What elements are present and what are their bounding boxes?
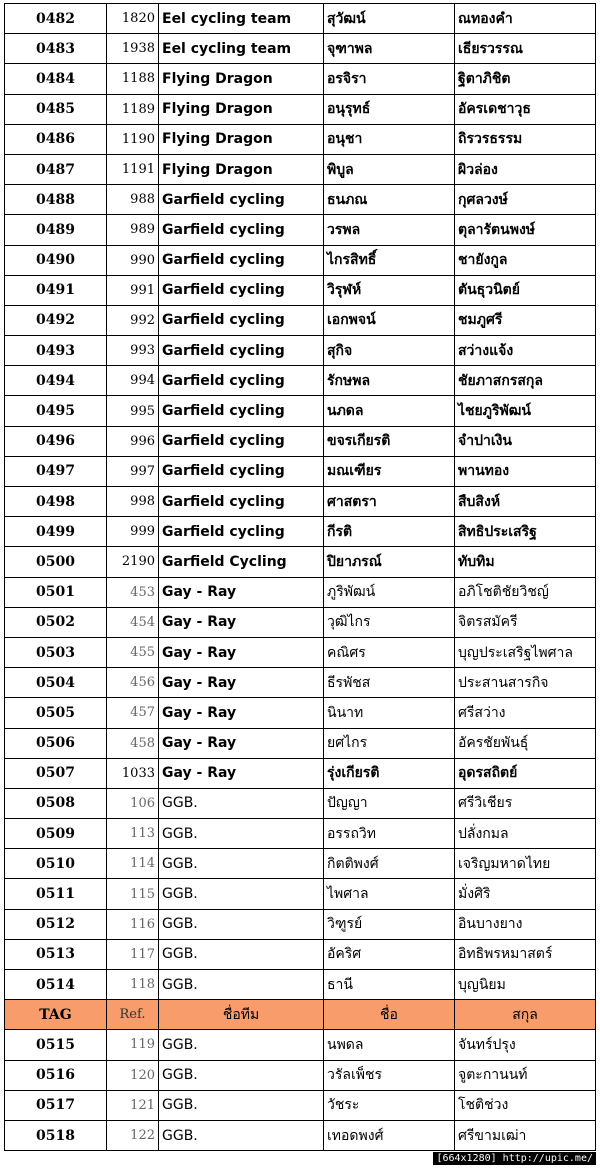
table-row — [5, 849, 596, 879]
table-row — [5, 64, 596, 94]
cell-tag: 0513 — [5, 939, 107, 969]
cell-team: Garfield cycling — [159, 336, 324, 366]
cell-name: สุกิจ — [324, 336, 455, 366]
table-row — [5, 698, 596, 728]
cell-tag: 0516 — [5, 1060, 107, 1090]
cell-ref: 456 — [107, 668, 159, 698]
cell-tag: 0511 — [5, 879, 107, 909]
cell-ref: 116 — [107, 909, 159, 939]
table-header-row — [5, 1000, 596, 1030]
table-row — [5, 154, 596, 184]
cell-name: วรพล — [324, 215, 455, 245]
cell-name: อนุรุทธ์ — [324, 94, 455, 124]
table-row — [5, 366, 596, 396]
cell-tag: 0491 — [5, 275, 107, 305]
cell-ref: 997 — [107, 456, 159, 486]
cell-ref: 118 — [107, 970, 159, 1000]
cell-name: วิรุฬห์ — [324, 275, 455, 305]
table-row — [5, 305, 596, 335]
cell-ref: 106 — [107, 788, 159, 818]
cell-surname: ชัยภาสกรสกุล — [455, 366, 596, 396]
cell-surname: ผิวล่อง — [455, 154, 596, 184]
cell-name: วัชระ — [324, 1090, 455, 1120]
cell-team: GGB. — [159, 1120, 324, 1150]
cell-name: รักษพล — [324, 366, 455, 396]
cell-name: ศาสตรา — [324, 487, 455, 517]
cell-surname: ชายังกูล — [455, 245, 596, 275]
cell-name: อรจิรา — [324, 64, 455, 94]
cell-ref: 991 — [107, 275, 159, 305]
cell-name: วรัลเพ็ชร — [324, 1060, 455, 1090]
cell-ref: 1191 — [107, 154, 159, 184]
cell-surname: มั่งศิริ — [455, 879, 596, 909]
cell-ref: 1190 — [107, 124, 159, 154]
cell-tag: 0490 — [5, 245, 107, 275]
cell-tag: 0512 — [5, 909, 107, 939]
cell-ref: 113 — [107, 819, 159, 849]
cell-tag: 0496 — [5, 426, 107, 456]
table-row — [5, 879, 596, 909]
cell-team: Garfield cycling — [159, 456, 324, 486]
cell-name: มณเฑียร — [324, 456, 455, 486]
cell-name: นินาท — [324, 698, 455, 728]
cell-surname: อภิโชติชัยวิชญ์ — [455, 577, 596, 607]
cell-ref: 999 — [107, 517, 159, 547]
cell-team: GGB. — [159, 849, 324, 879]
cell-name: ภูริพัฒน์ — [324, 577, 455, 607]
cell-surname: อัครชัยพันธุ์ — [455, 728, 596, 758]
cell-surname: บุญนิยม — [455, 970, 596, 1000]
cell-surname: จำปาเงิน — [455, 426, 596, 456]
cell-team: Flying Dragon — [159, 124, 324, 154]
header-team: ชื่อทีม — [159, 1000, 324, 1030]
cell-ref: 122 — [107, 1120, 159, 1150]
table-row — [5, 4, 596, 34]
cell-team: Eel cycling team — [159, 4, 324, 34]
cell-ref: 990 — [107, 245, 159, 275]
cell-ref: 1938 — [107, 34, 159, 64]
cell-surname: สว่างแจ้ง — [455, 336, 596, 366]
table-row — [5, 517, 596, 547]
table-row — [5, 426, 596, 456]
table-row — [5, 34, 596, 64]
cell-surname: ประสานสารกิจ — [455, 668, 596, 698]
cell-surname: กุศลวงษ์ — [455, 185, 596, 215]
cell-ref: 1188 — [107, 64, 159, 94]
cell-ref: 114 — [107, 849, 159, 879]
cell-name: คณิศร — [324, 637, 455, 667]
cell-team: GGB. — [159, 1060, 324, 1090]
cell-surname: ศรีสว่าง — [455, 698, 596, 728]
cell-team: Garfield cycling — [159, 366, 324, 396]
cell-surname: ฐิตาภิชิต — [455, 64, 596, 94]
cell-name: วุฒิไกร — [324, 607, 455, 637]
cell-name: กิตติพงศ์ — [324, 849, 455, 879]
cell-name: สุวัฒน์ — [324, 4, 455, 34]
cell-ref: 1033 — [107, 758, 159, 788]
cell-surname: ตันธุวนิตย์ — [455, 275, 596, 305]
table-row — [5, 1060, 596, 1090]
cell-surname: พานทอง — [455, 456, 596, 486]
cell-tag: 0492 — [5, 305, 107, 335]
cell-team: Garfield cycling — [159, 426, 324, 456]
cell-tag: 0482 — [5, 4, 107, 34]
cell-ref: 1189 — [107, 94, 159, 124]
cell-name: เทอดพงศ์ — [324, 1120, 455, 1150]
cell-team: Gay - Ray — [159, 668, 324, 698]
cell-surname: จันทร์ปรุง — [455, 1030, 596, 1060]
cell-ref: 988 — [107, 185, 159, 215]
cell-surname: ถิรวรธรรม — [455, 124, 596, 154]
cell-ref: 998 — [107, 487, 159, 517]
cell-tag: 0485 — [5, 94, 107, 124]
table-row — [5, 637, 596, 667]
cell-team: Flying Dragon — [159, 154, 324, 184]
cell-tag: 0489 — [5, 215, 107, 245]
cell-team: GGB. — [159, 788, 324, 818]
cell-tag: 0504 — [5, 668, 107, 698]
cell-team: GGB. — [159, 879, 324, 909]
table-row — [5, 547, 596, 577]
table-row — [5, 336, 596, 366]
cell-name: พิบูล — [324, 154, 455, 184]
cell-tag: 0486 — [5, 124, 107, 154]
table-row — [5, 939, 596, 969]
cell-name: ไกรสิทธิ์ — [324, 245, 455, 275]
cell-ref: 996 — [107, 426, 159, 456]
table-row — [5, 185, 596, 215]
table-row — [5, 1090, 596, 1120]
cell-surname: สืบสิงห์ — [455, 487, 596, 517]
cell-name: เอกพจน์ — [324, 305, 455, 335]
table-row — [5, 94, 596, 124]
table-row — [5, 396, 596, 426]
cell-surname: ปลั่งกมล — [455, 819, 596, 849]
table-row — [5, 607, 596, 637]
cell-ref: 121 — [107, 1090, 159, 1120]
cell-name: ธีรพัชส — [324, 668, 455, 698]
cell-surname: ณทองคำ — [455, 4, 596, 34]
cell-name: นพดล — [324, 1030, 455, 1060]
cell-tag: 0488 — [5, 185, 107, 215]
table-row — [5, 819, 596, 849]
table-header-row-group — [5, 1000, 596, 1030]
cell-tag: 0498 — [5, 487, 107, 517]
cell-name: กีรติ — [324, 517, 455, 547]
cell-surname: ศรีขามเฒ่า — [455, 1120, 596, 1150]
cell-name: อนุชา — [324, 124, 455, 154]
table-row — [5, 788, 596, 818]
cell-team: Garfield cycling — [159, 517, 324, 547]
cell-team: GGB. — [159, 1090, 324, 1120]
header-ref: Ref. — [107, 1000, 159, 1030]
cell-tag: 0510 — [5, 849, 107, 879]
cell-team: Gay - Ray — [159, 728, 324, 758]
cell-ref: 1820 — [107, 4, 159, 34]
cell-ref: 994 — [107, 366, 159, 396]
cell-tag: 0484 — [5, 64, 107, 94]
cell-name: อัคริศ — [324, 939, 455, 969]
cell-ref: 995 — [107, 396, 159, 426]
cell-team: Gay - Ray — [159, 607, 324, 637]
table-row — [5, 456, 596, 486]
cell-team: Garfield cycling — [159, 185, 324, 215]
cell-name: รุ่งเกียรติ — [324, 758, 455, 788]
cell-tag: 0505 — [5, 698, 107, 728]
cell-tag: 0499 — [5, 517, 107, 547]
cell-team: Gay - Ray — [159, 698, 324, 728]
table-row — [5, 215, 596, 245]
cell-surname: เธียรวรรณ — [455, 34, 596, 64]
table-row — [5, 1120, 596, 1150]
cell-surname: บุญประเสริฐไพศาล — [455, 637, 596, 667]
cell-name: ไพศาล — [324, 879, 455, 909]
table-row — [5, 728, 596, 758]
cell-team: Garfield cycling — [159, 215, 324, 245]
rider-table — [4, 3, 596, 1151]
cell-tag: 0497 — [5, 456, 107, 486]
cell-tag: 0518 — [5, 1120, 107, 1150]
table-row — [5, 275, 596, 305]
cell-tag: 0515 — [5, 1030, 107, 1060]
cell-surname: จิตรสมัครี — [455, 607, 596, 637]
cell-tag: 0501 — [5, 577, 107, 607]
cell-ref: 454 — [107, 607, 159, 637]
cell-surname: อินบางยาง — [455, 909, 596, 939]
table-row — [5, 124, 596, 154]
cell-ref: 119 — [107, 1030, 159, 1060]
cell-surname: อิทธิพรหมาสตร์ — [455, 939, 596, 969]
cell-team: GGB. — [159, 819, 324, 849]
cell-tag: 0487 — [5, 154, 107, 184]
cell-ref: 455 — [107, 637, 159, 667]
cell-team: GGB. — [159, 939, 324, 969]
cell-name: นภดล — [324, 396, 455, 426]
cell-ref: 989 — [107, 215, 159, 245]
cell-team: Garfield cycling — [159, 305, 324, 335]
cell-surname: ทับทิม — [455, 547, 596, 577]
header-surname: สกุล — [455, 1000, 596, 1030]
cell-surname: จูตะกานนท์ — [455, 1060, 596, 1090]
cell-tag: 0509 — [5, 819, 107, 849]
cell-tag: 0503 — [5, 637, 107, 667]
cell-ref: 115 — [107, 879, 159, 909]
cell-surname: อัครเดชาวุธ — [455, 94, 596, 124]
cell-team: GGB. — [159, 970, 324, 1000]
cell-tag: 0493 — [5, 336, 107, 366]
cell-tag: 0483 — [5, 34, 107, 64]
table-row — [5, 577, 596, 607]
cell-team: Garfield cycling — [159, 275, 324, 305]
cell-team: Gay - Ray — [159, 577, 324, 607]
cell-name: ขจรเกียรติ — [324, 426, 455, 456]
cell-team: GGB. — [159, 909, 324, 939]
table-row — [5, 758, 596, 788]
cell-name: วิฑูรย์ — [324, 909, 455, 939]
cell-tag: 0495 — [5, 396, 107, 426]
rider-rows-top — [5, 4, 596, 1000]
cell-ref: 457 — [107, 698, 159, 728]
cell-name: ปัญญา — [324, 788, 455, 818]
cell-team: Garfield cycling — [159, 245, 324, 275]
cell-team: Garfield cycling — [159, 487, 324, 517]
rider-rows-bottom — [5, 1030, 596, 1151]
cell-team: Garfield cycling — [159, 396, 324, 426]
cell-ref: 453 — [107, 577, 159, 607]
cell-ref: 117 — [107, 939, 159, 969]
cell-surname: ชมภูศรี — [455, 305, 596, 335]
cell-team: GGB. — [159, 1030, 324, 1060]
table-row — [5, 909, 596, 939]
cell-team: Garfield Cycling — [159, 547, 324, 577]
cell-surname: ไชยภูริพัฒน์ — [455, 396, 596, 426]
cell-surname: โชติช่วง — [455, 1090, 596, 1120]
cell-surname: ศรีวิเชียร — [455, 788, 596, 818]
cell-name: ปิยาภรณ์ — [324, 547, 455, 577]
cell-tag: 0506 — [5, 728, 107, 758]
cell-tag: 0507 — [5, 758, 107, 788]
cell-name: จุฑาพล — [324, 34, 455, 64]
cell-tag: 0494 — [5, 366, 107, 396]
cell-team: Eel cycling team — [159, 34, 324, 64]
header-name: ชื่อ — [324, 1000, 455, 1030]
table-row — [5, 970, 596, 1000]
cell-team: Gay - Ray — [159, 637, 324, 667]
cell-tag: 0517 — [5, 1090, 107, 1120]
cell-team: Flying Dragon — [159, 64, 324, 94]
cell-surname: เจริญมหาดไทย — [455, 849, 596, 879]
image-host-footer: [664x1280] http://upic.me/ — [433, 1152, 596, 1165]
cell-tag: 0502 — [5, 607, 107, 637]
table-row — [5, 487, 596, 517]
cell-name: ยศไกร — [324, 728, 455, 758]
cell-name: ธานี — [324, 970, 455, 1000]
cell-tag: 0500 — [5, 547, 107, 577]
cell-ref: 458 — [107, 728, 159, 758]
cell-tag: 0508 — [5, 788, 107, 818]
cell-surname: อุดรสถิตย์ — [455, 758, 596, 788]
header-tag: TAG — [5, 1000, 107, 1030]
cell-surname: ตุลารัตนพงษ์ — [455, 215, 596, 245]
cell-tag: 0514 — [5, 970, 107, 1000]
cell-ref: 993 — [107, 336, 159, 366]
table-row — [5, 245, 596, 275]
cell-team: Gay - Ray — [159, 758, 324, 788]
cell-ref: 2190 — [107, 547, 159, 577]
cell-ref: 120 — [107, 1060, 159, 1090]
table-row — [5, 1030, 596, 1060]
cell-name: ธนภณ — [324, 185, 455, 215]
cell-surname: สิทธิประเสริฐ — [455, 517, 596, 547]
cell-ref: 992 — [107, 305, 159, 335]
cell-team: Flying Dragon — [159, 94, 324, 124]
cell-name: อรรถวิท — [324, 819, 455, 849]
table-row — [5, 668, 596, 698]
